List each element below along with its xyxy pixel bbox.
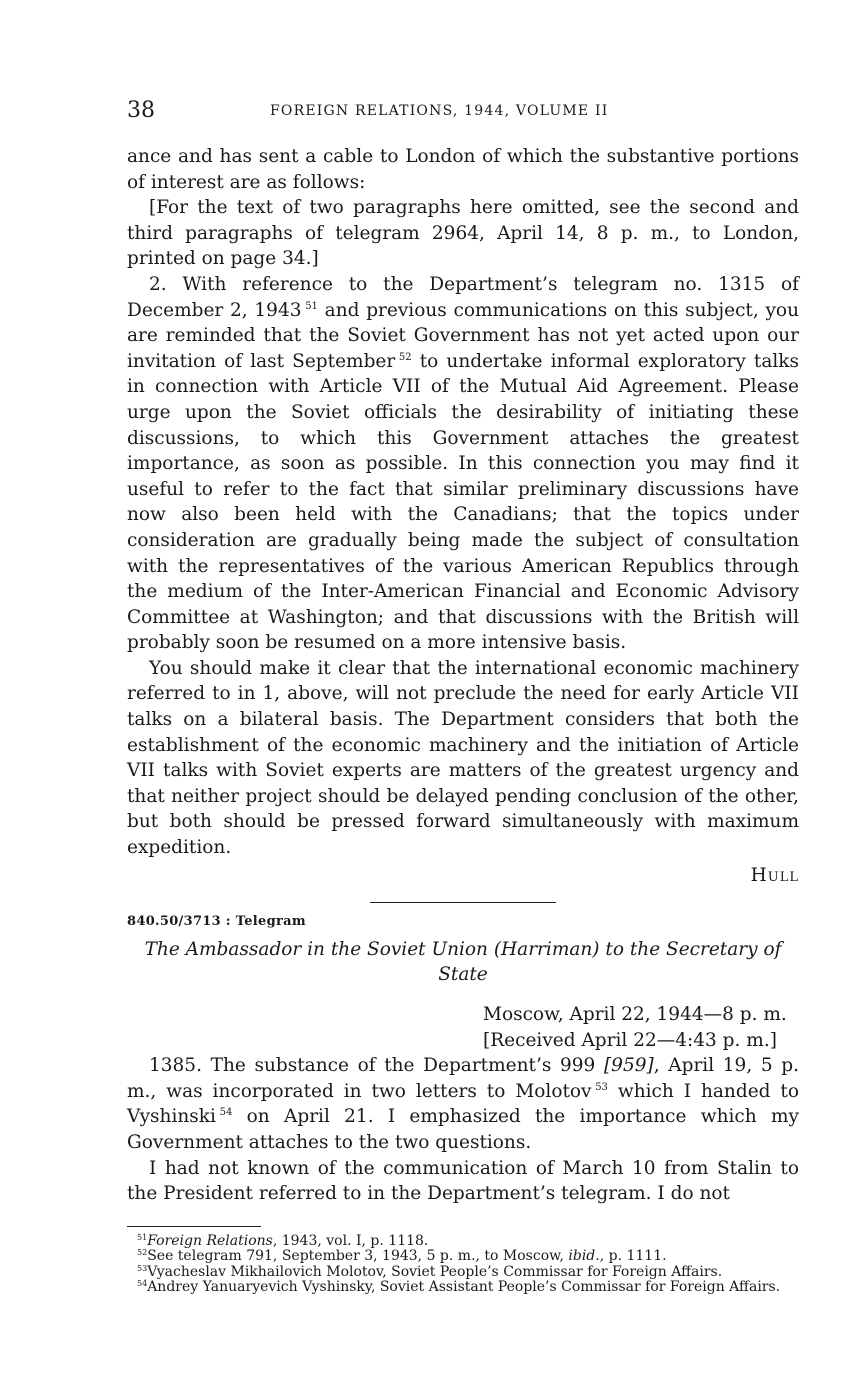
- footnote: [127, 1249, 799, 1265]
- paragraph: ance and has sent a cable to London of which the substantive portions of interest are as follows:: [127, 146, 799, 193]
- text-run: 1385. The substance of the Department’s 999: [149, 1055, 604, 1077]
- text-run: which I handed to Vyshinski: [127, 1080, 799, 1128]
- paragraph: You should make it clear that the international economic machinery referred to in 1, above, will not preclude the need for early Article VII talks on a bilateral basis. The Department considers that both the establishment of the economic machinery and the initiation of Article VII talks with Soviet experts are matters of the greatest urgency and that neither project should be delayed pending conclusion of the other, but both should be pressed forward simultaneously with maximum expedition.: [127, 657, 799, 859]
- text-run-italic: [959]: [603, 1055, 654, 1077]
- footnote-text: Vyacheslav Mikhailovich Molotov, Soviet People’s Commissar for Foreign Affairs.: [147, 1263, 723, 1280]
- section-divider: [370, 902, 556, 903]
- footnote-ref: 51: [305, 300, 318, 312]
- footnote-number: 52: [137, 1248, 148, 1258]
- text-run: on April 21. I emphasized the importance which my Government attaches to the two questions.: [127, 1106, 799, 1153]
- footnote-text: Andrey Yanuaryevich Vyshinsky, Soviet Assistant People’s Commissar for Foreign Affairs.: [147, 1279, 781, 1296]
- footnote-text: , p. 1111.: [599, 1248, 667, 1265]
- footnote-ref: 52: [398, 351, 412, 363]
- dateline: [483, 1002, 799, 1053]
- footnote-italic: Foreign Relations: [147, 1232, 273, 1249]
- footnote-italic: ibid.: [568, 1248, 600, 1265]
- text-run: to undertake informal exploratory talks in connection with Article VII of the Mutual Aid Agreement. Please urge upon the Soviet officials the desirability of initiating these discussions, to which this Government attaches the greatest importance, as soon as possible. In this connection you may find it useful to refer to the fact that similar preliminary discussions have now also been held with the Canadians; that the topics under consideration are gradually being made the subject of consultation with the representatives of the various American Republics through the medium of the Inter-American Financial and Economic Advisory Committee at Washington; and that discussions with the British will probably soon be resumed on a more intensive basis.: [127, 350, 799, 654]
- footnote: [127, 1234, 799, 1250]
- footnote-number: 51: [137, 1232, 148, 1242]
- running-title: FOREIGN RELATIONS, 1944, VOLUME II: [270, 103, 609, 119]
- footnote-text: See telegram 791, September 3, 1943, 5 p. m., to Moscow,: [147, 1248, 569, 1265]
- footnote-text: , 1943, vol. I, p. 1118.: [272, 1232, 429, 1249]
- text-run: and previous communications on this subject, you are reminded that the Soviet Government has not yet acted upon our invitation of last September: [127, 299, 799, 372]
- footnote-rule: [127, 1226, 261, 1227]
- document-page: [127, 96, 799, 1296]
- paragraph: [For the text of two paragraphs here omitted, see the second and third paragraphs of telegram 2964, April 14, 8 p. m., to London, printed on page 34.]: [127, 197, 799, 270]
- file-reference: 840.50/3713 : Telegram: [127, 914, 306, 930]
- footnote-number: 53: [137, 1263, 148, 1273]
- document-title: The Ambassador in the Soviet Union (Harriman) to the Secretary of State: [144, 938, 782, 986]
- footnote-ref: 53: [595, 1081, 608, 1093]
- footnotes: [127, 1234, 799, 1296]
- footnote-ref: 54: [219, 1107, 233, 1119]
- paragraph: I had not known of the communication of March 10 from Stalin to the President referred to in the Department’s telegram. I do not: [127, 1157, 799, 1205]
- footnote: [127, 1265, 799, 1281]
- paragraph: [127, 1053, 799, 1155]
- page-body: [127, 144, 799, 1207]
- footnote-number: 54: [137, 1279, 148, 1289]
- page-number: 38: [127, 98, 155, 123]
- footnote: [127, 1280, 799, 1296]
- text-run: 2. With reference to the Department’s telegram no. 1315 of December 2, 1943: [127, 273, 799, 321]
- text-run: , April 19, 5 p. m., was incorporated in two letters to Molotov: [127, 1055, 800, 1102]
- paragraph: [127, 272, 799, 656]
- signature: Hull: [750, 864, 799, 886]
- received-date: [Received April 22—4:43 p. m.]: [483, 1029, 777, 1051]
- page-header: [127, 96, 799, 126]
- sent-date: Moscow, April 22, 1944—8 p. m.: [483, 1004, 787, 1025]
